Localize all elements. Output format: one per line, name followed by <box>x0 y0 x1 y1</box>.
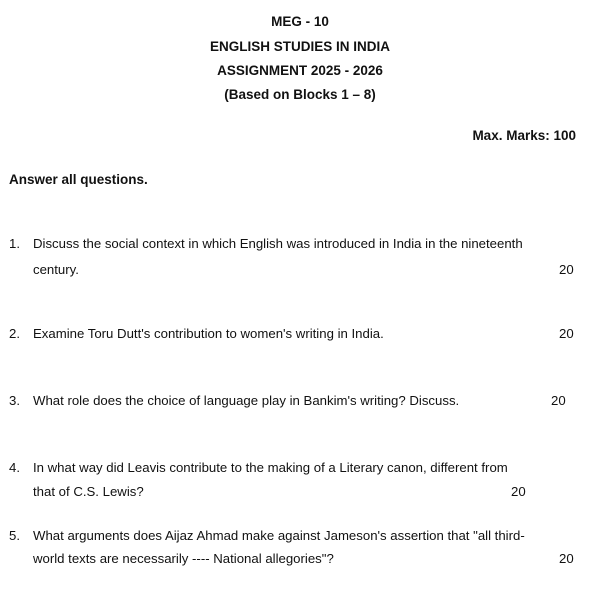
question-marks: 20 <box>559 262 574 277</box>
question-text: What arguments does Aijaz Ahmad make against Jameson's assertion that "all third- <box>33 528 525 543</box>
question-marks: 20 <box>511 484 526 499</box>
question-text: Discuss the social context in which English was introduced in India in the nineteenth <box>33 236 523 251</box>
question-text: What role does the choice of language play in Bankim's writing? Discuss. <box>33 393 460 408</box>
question-text: Examine Toru Dutt's contribution to women's writing in India. <box>33 326 384 341</box>
question-number: 4. <box>9 460 20 475</box>
question-marks: 20 <box>559 551 574 566</box>
max-marks: Max. Marks: 100 <box>472 128 576 143</box>
instruction: Answer all questions. <box>9 172 148 187</box>
question-number: 1. <box>9 236 20 251</box>
question-text: century. <box>33 262 79 277</box>
question-text: In what way did Leavis contribute to the making of a Literary canon, different from <box>33 460 508 475</box>
question-marks: 20 <box>559 326 574 341</box>
course-code: MEG - 10 <box>271 14 329 29</box>
question-number: 3. <box>9 393 20 408</box>
question-number: 2. <box>9 326 20 341</box>
question-number: 5. <box>9 528 20 543</box>
course-title: ENGLISH STUDIES IN INDIA <box>209 39 390 54</box>
question-text: world texts are necessarily ---- National allegories"? <box>33 551 334 566</box>
blocks-note: (Based on Blocks 1 – 8) <box>224 87 376 102</box>
question-text: that of C.S. Lewis? <box>33 484 144 499</box>
question-marks: 20 <box>551 393 566 408</box>
assignment-title: ASSIGNMENT 2025 - 2026 <box>217 63 383 78</box>
